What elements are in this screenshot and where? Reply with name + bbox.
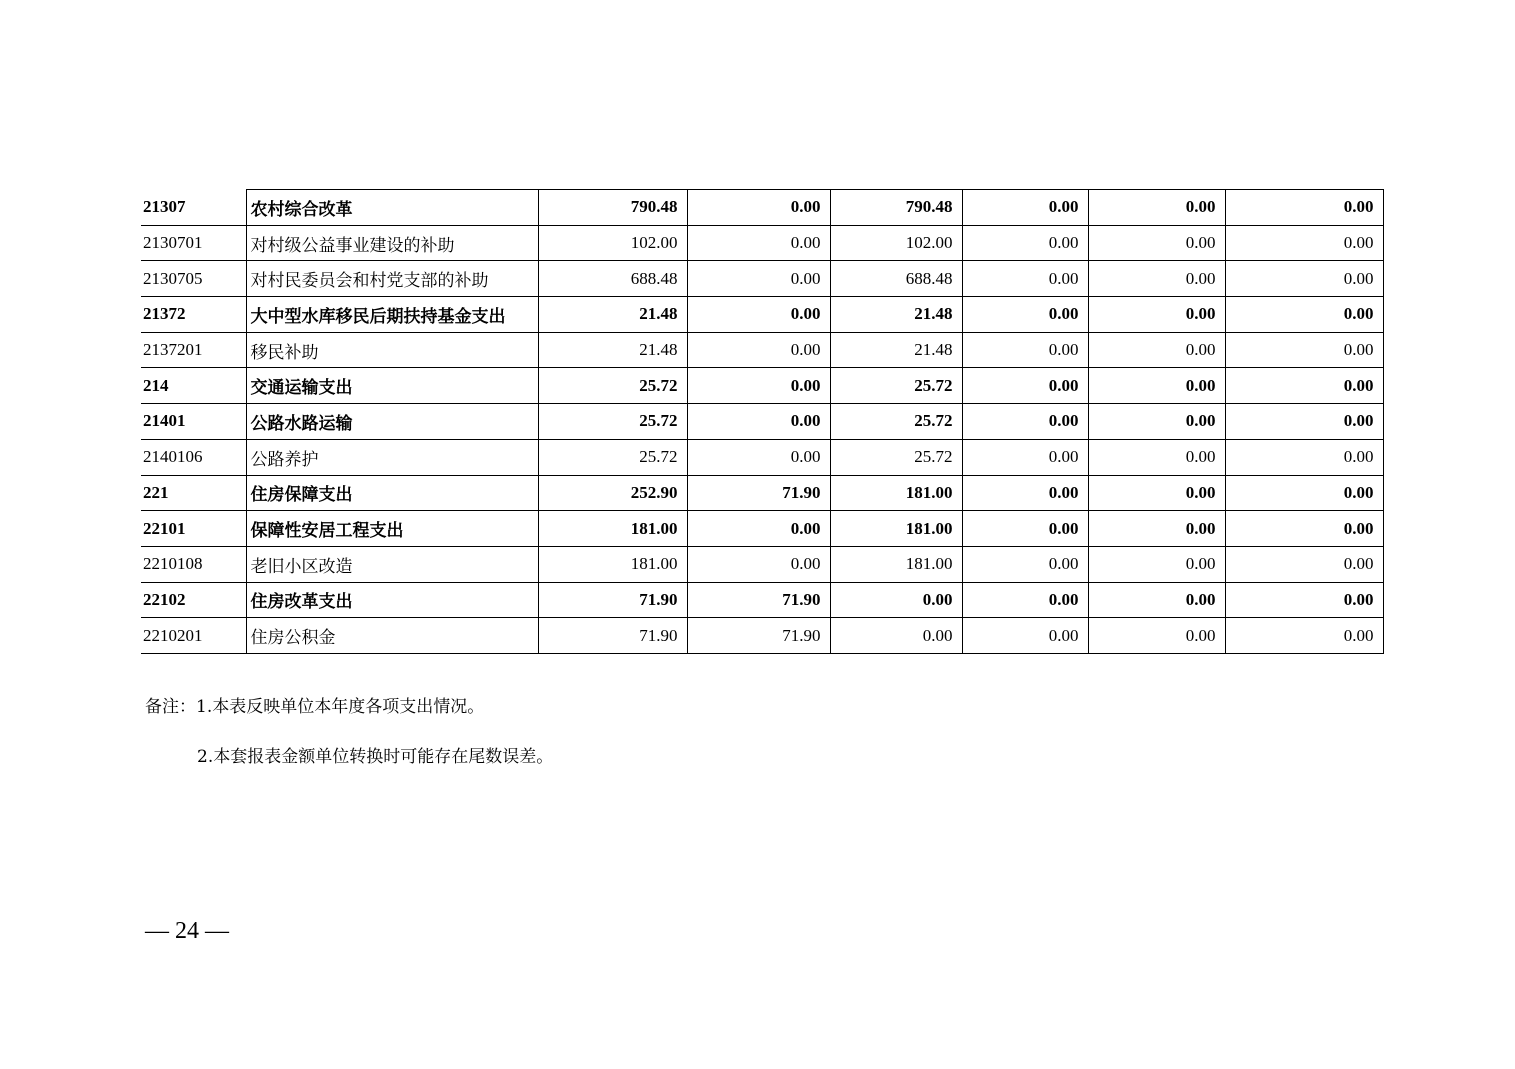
- amount-cell: 181.00: [830, 475, 962, 511]
- amount-cell: 71.90: [687, 582, 830, 618]
- subject-code-cell: 214: [141, 368, 246, 404]
- amount-cell: 0.00: [1088, 546, 1225, 582]
- subject-code-cell: 2137201: [141, 332, 246, 368]
- note-line-2: 2.本套报表金额单位转换时可能存在尾数误差。: [197, 747, 554, 767]
- subject-name-cell: 移民补助: [246, 332, 538, 368]
- amount-cell: 0.00: [1088, 190, 1225, 226]
- amount-cell: 0.00: [962, 261, 1088, 297]
- amount-cell: 21.48: [538, 297, 687, 333]
- amount-cell: 0.00: [1088, 225, 1225, 261]
- table-row: [141, 546, 1383, 582]
- amount-cell: 21.48: [830, 332, 962, 368]
- amount-cell: 25.72: [830, 439, 962, 475]
- subject-code-cell: 2210201: [141, 618, 246, 654]
- amount-cell: 102.00: [830, 225, 962, 261]
- table-row: [141, 582, 1383, 618]
- amount-cell: 0.00: [1225, 439, 1383, 475]
- table-row: [141, 332, 1383, 368]
- amount-cell: 0.00: [830, 582, 962, 618]
- amount-cell: 181.00: [830, 546, 962, 582]
- amount-cell: 102.00: [538, 225, 687, 261]
- amount-cell: 0.00: [687, 368, 830, 404]
- subject-code-cell: 2130701: [141, 225, 246, 261]
- amount-cell: 0.00: [962, 582, 1088, 618]
- table-row: [141, 261, 1383, 297]
- subject-code-cell: 22101: [141, 511, 246, 547]
- amount-cell: 0.00: [1088, 368, 1225, 404]
- amount-cell: 0.00: [687, 190, 830, 226]
- table-row: [141, 225, 1383, 261]
- amount-cell: 0.00: [687, 261, 830, 297]
- amount-cell: 0.00: [1088, 261, 1225, 297]
- amount-cell: 0.00: [687, 511, 830, 547]
- amount-cell: 688.48: [538, 261, 687, 297]
- amount-cell: 0.00: [687, 439, 830, 475]
- amount-cell: 0.00: [962, 546, 1088, 582]
- amount-cell: 0.00: [687, 332, 830, 368]
- subject-code-cell: 2140106: [141, 439, 246, 475]
- subject-code-cell: 221: [141, 475, 246, 511]
- amount-cell: 252.90: [538, 475, 687, 511]
- amount-cell: 0.00: [687, 546, 830, 582]
- amount-cell: 0.00: [962, 439, 1088, 475]
- table-row: [141, 368, 1383, 404]
- amount-cell: 181.00: [830, 511, 962, 547]
- subject-code-cell: 21372: [141, 297, 246, 333]
- table-row: [141, 404, 1383, 440]
- amount-cell: 0.00: [962, 332, 1088, 368]
- amount-cell: 71.90: [687, 475, 830, 511]
- amount-cell: 181.00: [538, 546, 687, 582]
- subject-code-cell: 2210108: [141, 546, 246, 582]
- amount-cell: 0.00: [1088, 511, 1225, 547]
- page-number: — 24 —: [145, 918, 229, 944]
- amount-cell: 181.00: [538, 511, 687, 547]
- table-body: [141, 190, 1383, 654]
- subject-code-cell: 21307: [141, 190, 246, 226]
- amount-cell: 0.00: [1088, 475, 1225, 511]
- amount-cell: 0.00: [1088, 297, 1225, 333]
- subject-name-cell: 住房改革支出: [246, 582, 538, 618]
- subject-name-cell: 对村级公益事业建设的补助: [246, 225, 538, 261]
- subject-name-cell: 住房公积金: [246, 618, 538, 654]
- subject-name-cell: 公路水路运输: [246, 404, 538, 440]
- amount-cell: 0.00: [962, 404, 1088, 440]
- amount-cell: 71.90: [538, 582, 687, 618]
- subject-name-cell: 保障性安居工程支出: [246, 511, 538, 547]
- amount-cell: 0.00: [1088, 332, 1225, 368]
- amount-cell: 0.00: [687, 297, 830, 333]
- amount-cell: 0.00: [962, 190, 1088, 226]
- amount-cell: 0.00: [1225, 190, 1383, 226]
- amount-cell: 0.00: [687, 404, 830, 440]
- note-line-1: 备注：1.本表反映单位本年度各项支出情况。: [145, 697, 485, 717]
- amount-cell: 0.00: [962, 511, 1088, 547]
- amount-cell: 688.48: [830, 261, 962, 297]
- amount-cell: 0.00: [1088, 618, 1225, 654]
- subject-name-cell: 对村民委员会和村党支部的补助: [246, 261, 538, 297]
- amount-cell: 0.00: [1225, 368, 1383, 404]
- subject-code-cell: 22102: [141, 582, 246, 618]
- amount-cell: 21.48: [538, 332, 687, 368]
- table-row: [141, 475, 1383, 511]
- amount-cell: 0.00: [1225, 404, 1383, 440]
- amount-cell: 0.00: [1225, 332, 1383, 368]
- subject-name-cell: 农村综合改革: [246, 190, 538, 226]
- amount-cell: 25.72: [538, 368, 687, 404]
- subject-name-cell: 交通运输支出: [246, 368, 538, 404]
- amount-cell: 21.48: [830, 297, 962, 333]
- subject-name-cell: 大中型水库移民后期扶持基金支出: [246, 297, 538, 333]
- amount-cell: 0.00: [962, 368, 1088, 404]
- amount-cell: 25.72: [538, 439, 687, 475]
- amount-cell: 0.00: [1225, 297, 1383, 333]
- amount-cell: 0.00: [962, 475, 1088, 511]
- amount-cell: 0.00: [1225, 475, 1383, 511]
- amount-cell: 71.90: [687, 618, 830, 654]
- amount-cell: 0.00: [1088, 582, 1225, 618]
- subject-code-cell: 21401: [141, 404, 246, 440]
- amount-cell: 0.00: [1088, 439, 1225, 475]
- amount-cell: 0.00: [962, 225, 1088, 261]
- amount-cell: 0.00: [1225, 511, 1383, 547]
- amount-cell: 0.00: [1225, 261, 1383, 297]
- subject-name-cell: 老旧小区改造: [246, 546, 538, 582]
- amount-cell: 0.00: [1225, 546, 1383, 582]
- subject-name-cell: 住房保障支出: [246, 475, 538, 511]
- amount-cell: 0.00: [830, 618, 962, 654]
- subject-name-cell: 公路养护: [246, 439, 538, 475]
- subject-code-cell: 2130705: [141, 261, 246, 297]
- amount-cell: 25.72: [830, 368, 962, 404]
- amount-cell: 25.72: [830, 404, 962, 440]
- table-row: [141, 297, 1383, 333]
- amount-cell: 0.00: [1225, 225, 1383, 261]
- amount-cell: 0.00: [1225, 618, 1383, 654]
- table-row: [141, 618, 1383, 654]
- amount-cell: 790.48: [830, 190, 962, 226]
- amount-cell: 71.90: [538, 618, 687, 654]
- amount-cell: 0.00: [687, 225, 830, 261]
- table-row: [141, 439, 1383, 475]
- amount-cell: 0.00: [962, 297, 1088, 333]
- expenditure-table: [141, 189, 1384, 654]
- amount-cell: 0.00: [1225, 582, 1383, 618]
- amount-cell: 25.72: [538, 404, 687, 440]
- amount-cell: 790.48: [538, 190, 687, 226]
- table-row: [141, 511, 1383, 547]
- table-row: [141, 190, 1383, 226]
- amount-cell: 0.00: [1088, 404, 1225, 440]
- amount-cell: 0.00: [962, 618, 1088, 654]
